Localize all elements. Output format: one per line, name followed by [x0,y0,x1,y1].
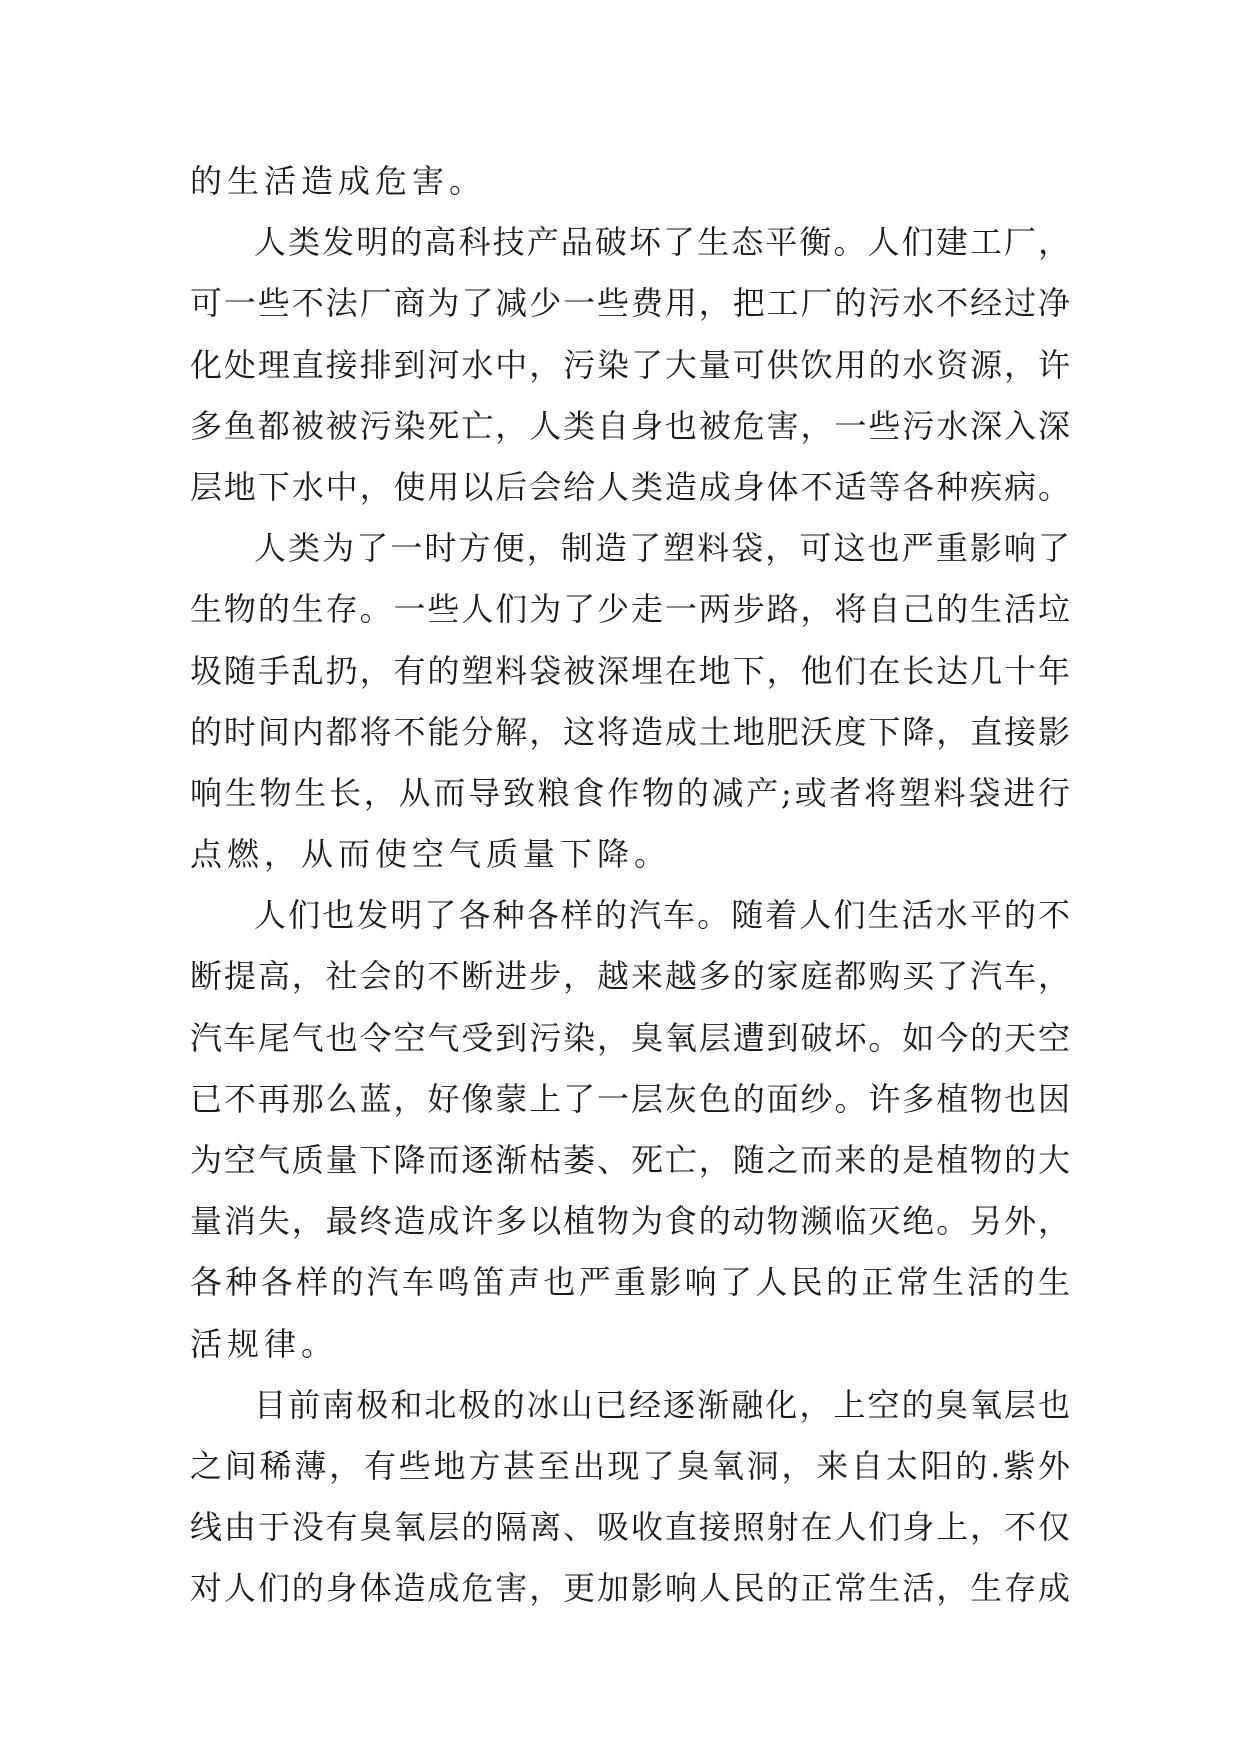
text-line: 之间稀薄，有些地方甚至出现了臭氧洞，来自太阳的.紫外 [190,1446,1070,1485]
body-text [190,151,1070,1620]
paragraph-first-line: 人类发明的高科技产品破坏了生态平衡。人们建工厂， [254,223,1070,262]
text-line: 点燃，从而使空气质量下降。 [190,835,672,874]
text-line: 的时间内都将不能分解，这将造成土地肥沃度下降，直接影 [190,712,1070,751]
text-line: 各种各样的汽车鸣笛声也严重影响了人民的正常生活的生 [190,1263,1070,1302]
text-line: 可一些不法厂商为了减少一些费用，把工厂的污水不经过净 [190,284,1070,323]
text-line: 的生活造成危害。 [190,162,487,200]
text-line: 为空气质量下降而逐渐枯萎、死亡，随之而来的是植物的大 [190,1141,1070,1179]
text-line: 已不再那么蓝，好像蒙上了一层灰色的面纱。许多植物也因 [190,1079,1070,1118]
text-line: 线由于没有臭氧层的隔离、吸收直接照射在人们身上，不仅 [190,1508,1070,1547]
text-line: 化处理直接排到河水中，污染了大量可供饮用的水资源，许 [190,345,1070,384]
text-line: 圾随手乱扔，有的塑料袋被深埋在地下，他们在长达几十年 [190,651,1070,690]
text-line: 层地下水中，使用以后会给人类造成身体不适等各种疾病。 [190,467,1070,506]
paragraph-first-line: 人们也发明了各种各样的汽车。随着人们生活水平的不 [254,896,1070,935]
text-line: 量消失，最终造成许多以植物为食的动物濒临灭绝。另外， [190,1202,1070,1241]
text-line: 响生物生长，从而导致粮食作物的减产;或者将塑料袋进行 [190,773,1070,812]
text-line: 生物的生存。一些人们为了少走一两步路，将自己的生活垃 [190,590,1070,629]
text-line: 多鱼都被被污染死亡，人类自身也被危害，一些污水深入深 [190,406,1070,445]
paragraph-first-line: 人类为了一时方便，制造了塑料袋，可这也严重影响了 [254,529,1070,568]
text-line: 活规律。 [190,1324,339,1363]
text-line: 断提高，社会的不断进步，越来越多的家庭都购买了汽车， [190,957,1070,996]
paragraph-first-line: 目前南极和北极的冰山已经逐渐融化，上空的臭氧层也 [254,1385,1070,1424]
text-line: 汽车尾气也令空气受到污染，臭氧层遭到破坏。如今的天空 [190,1018,1070,1057]
text-line: 对人们的身体造成危害，更加影响人民的正常生活，生存成 [190,1569,1070,1608]
